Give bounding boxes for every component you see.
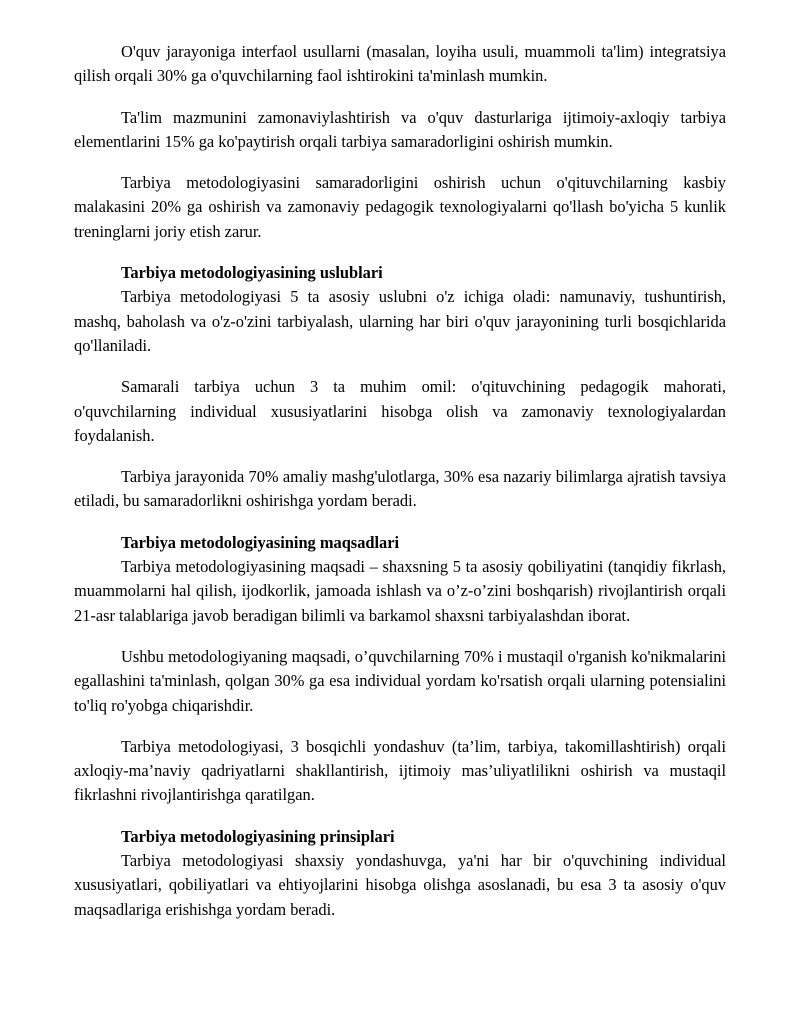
section-methods bbox=[74, 261, 726, 514]
paragraph-three-factors: Samarali tarbiya uchun 3 ta muhim omil: o'qituvchining pedagogik mahorati, o'quvchilarning individual xususiyatlarini hisobga olish va zamonaviy texnologiyalardan foydalanish. bbox=[74, 377, 726, 445]
paragraph-interactive-methods: O'quv jarayoniga interfaol usullarni (masalan, loyiha usuli, muammoli ta'lim) integratsiya qilish orqali 30% ga o'quvchilarning faol ishtirokini ta'minlash mumkin. bbox=[74, 42, 726, 86]
paragraph-three-stage-approach: Tarbiya metodologiyasi, 3 bosqichli yondashuv (ta’lim, tarbiya, takomillashtirish) orqali axloqiy-ma’naviy qadriyatlarni shakllantirish, ijtimoiy mas’uliyatlilikni oshirish va mustaqil fikrlashni rivojlantirishga qaratilgan. bbox=[74, 736, 726, 805]
document-page bbox=[74, 40, 726, 939]
paragraph-personal-approach: Tarbiya metodologiyasi shaxsiy yondashuvga, ya'ni har bir o'quvchining individual xususiyatlari, qobiliyatlari va ehtiyojlarini hisobga olishga asoslanadi, bu esa 3 ta asosiy o'quv maqsadlariga erishishga yordam beradi. bbox=[74, 851, 726, 919]
section-principles bbox=[74, 825, 726, 922]
paragraph-practice-ratio: Tarbiya jarayonida 70% amaliy mashg'ulotlarga, 30% esa nazariy bilimlarga ajratish tavsiya etiladi, bu samaradorlikni oshirishga yordam beradi. bbox=[74, 467, 726, 511]
section-heading-goals: Tarbiya metodologiyasining maqsadlari bbox=[121, 532, 400, 552]
section-heading-principles: Tarbiya metodologiyasining prinsiplari bbox=[121, 826, 395, 846]
section-heading-methods: Tarbiya metodologiyasining uslublari bbox=[121, 263, 383, 283]
paragraph-teacher-training: Tarbiya metodologiyasini samaradorligini oshirish uchun o'qituvchilarning kasbiy malakasini 20% ga oshirish va zamonaviy pedagogik texnologiyalarni qo'llash bo'yicha 5 kunlik treninglarni joriy etish zarur. bbox=[74, 173, 726, 241]
section-goals bbox=[74, 531, 726, 808]
paragraph-five-methods: Tarbiya metodologiyasi 5 ta asosiy uslubni o'z ichiga oladi: namunaviy, tushuntirish, mashq, baholash va o'z-o'zini tarbiyalash, ularning har biri o'quv jarayonining turli bosqichlarida qo'llaniladi. bbox=[74, 287, 726, 355]
paragraph-five-abilities: Tarbiya metodologiyasining maqsadi – shaxsning 5 ta asosiy qobiliyatini (tanqidiy fikrlash, muammolarni hal qilish, ijodkorlik, jamoada ishlash va o’z-o’zini boshqarish) rivojlantirish orqali 21-asr talablariga javob beradigan bilimli va barkamol shaxsni tarbiyalashdan iborat. bbox=[74, 557, 726, 625]
paragraph-content-modernization: Ta'lim mazmunini zamonaviylashtirish va o'quv dasturlariga ijtimoiy-axloqiy tarbiya elementlarini 15% ga ko'paytirish orqali tarbiya samaradorligini oshirish mumkin. bbox=[74, 107, 726, 151]
paragraph-independent-learning: Ushbu metodologiyaning maqsadi, o’quvchilarning 70% i mustaqil o'rganish ko'nikmalarini egallashini ta'minlash, qolgan 30% ga esa individual yordam ko'rsatish orqali ularning potensialini to'liq ro'yobga chiqarishdir. bbox=[74, 646, 726, 715]
